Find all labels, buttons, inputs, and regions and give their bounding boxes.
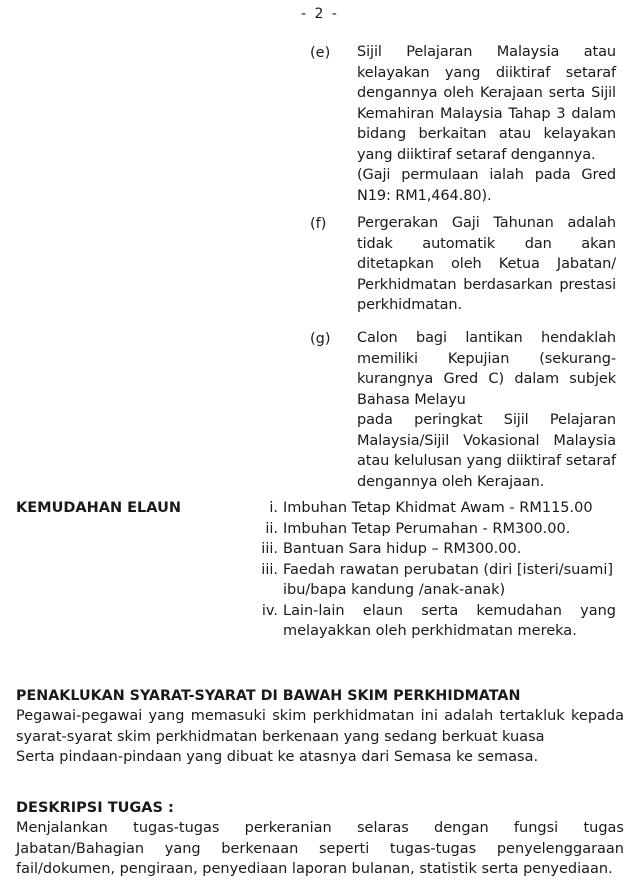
list-item-number: iii.: [261, 561, 278, 578]
requirement-line: perkhidmatan.: [357, 297, 462, 313]
requirement-line: kelayakan yang diiktiraf setaraf: [357, 64, 616, 81]
requirement-line: yang diiktiraf setaraf dengannya.: [357, 146, 596, 163]
duties-line: Jabatan/Bahagian yang berkenaan seperti tugas-tugas penyelenggaraan: [16, 840, 624, 857]
requirement-line: N19: RM1,464.80).: [357, 187, 492, 204]
list-item-text: Bantuan Sara hidup – RM300.00.: [283, 541, 522, 557]
list-item-text: Imbuhan Tetap Perumahan - RM300.00.: [283, 520, 571, 537]
requirement-line: Malaysia/Sijil Vokasional Malaysia: [357, 432, 616, 449]
requirement-line: Calon bagi lantikan hendaklah: [357, 330, 616, 346]
duties-line: Menjalankan tugas-tugas perkeranian selaras dengan fungsi tugas: [16, 820, 624, 836]
requirement-line: (Gaji permulaan ialah pada Gred: [357, 167, 616, 183]
terms-line: Pegawai-pegawai yang memasuki skim perkhidmatan ini adalah tertakluk kepada: [16, 708, 624, 724]
requirement-line: Pergerakan Gaji Tahunan adalah: [357, 215, 616, 231]
requirement-text-g: [357, 328, 616, 492]
requirement-line: atau kelulusan yang diiktiraf setaraf: [357, 453, 616, 469]
list-item-text: Imbuhan Tetap Khidmat Awam - RM115.00: [283, 500, 593, 516]
terms-line: syarat-syarat skim perkhidmatan berkenaan yang sedang berkuat kuasa: [16, 728, 545, 745]
list-item: [246, 560, 616, 581]
allowances-list: [246, 498, 616, 639]
requirement-text-f: [357, 213, 616, 316]
list-item: [246, 601, 616, 622]
duties-paragraph: [16, 818, 624, 880]
list-item-text: ibu/bapa kandung /anak-anak): [283, 582, 506, 598]
requirement-line: Kemahiran Malaysia Tahap 3 dalam: [357, 105, 616, 122]
list-item-text: Lain-lain elaun serta kemudahan yang: [283, 602, 616, 619]
requirement-line: dengannya oleh Kerajaan.: [357, 473, 545, 490]
page-number: - 2 -: [301, 6, 339, 22]
list-item-number: iii.: [261, 541, 278, 557]
requirement-line: memiliki Kepujian (sekurang-: [357, 350, 616, 367]
duties-heading: DESKRIPSI TUGAS :: [16, 800, 174, 816]
requirement-label-f: (f): [310, 216, 327, 232]
requirement-line: bidang berkaitan atau kelayakan: [357, 126, 616, 142]
requirement-line: Perkhidmatan berdasarkan prestasi: [357, 276, 616, 293]
duties-line: fail/dokumen, pengiraan, penyediaan laporan bulanan, statistik serta penyediaan.: [16, 861, 613, 877]
list-item-text: Faedah rawatan perubatan (diri [isteri/suami]: [283, 561, 614, 578]
list-item-number: ii.: [265, 520, 278, 537]
list-item-text: melayakkan oleh perkhidmatan mereka.: [283, 623, 577, 639]
requirement-line: dengannya oleh Kerajaan serta Sijil: [357, 85, 616, 101]
requirement-label-g: (g): [310, 331, 331, 347]
terms-heading: PENAKLUKAN SYARAT-SYARAT DI BAWAH SKIM PERKHIDMATAN: [16, 688, 521, 704]
requirement-line: Bahasa Melayu: [357, 391, 466, 408]
requirement-text-e: [357, 42, 616, 206]
terms-paragraph: [16, 706, 624, 768]
requirement-line: pada peringkat Sijil Pelajaran: [357, 412, 616, 428]
allowances-heading: KEMUDAHAN ELAUN: [16, 500, 181, 516]
requirement-line: ditetapkan oleh Ketua Jabatan/: [357, 256, 616, 272]
list-item-number: i.: [269, 500, 278, 516]
requirement-line: tidak automatik dan akan: [357, 235, 616, 252]
terms-line: Serta pindaan-pindaan yang dibuat ke atasnya dari Semasa ke semasa.: [16, 749, 539, 765]
list-item-number: iv.: [261, 602, 278, 619]
requirement-line: Sijil Pelajaran Malaysia atau: [357, 44, 616, 60]
requirement-label-e: (e): [310, 45, 331, 61]
requirement-line: kurangnya Gred C) dalam subjek: [357, 371, 616, 387]
